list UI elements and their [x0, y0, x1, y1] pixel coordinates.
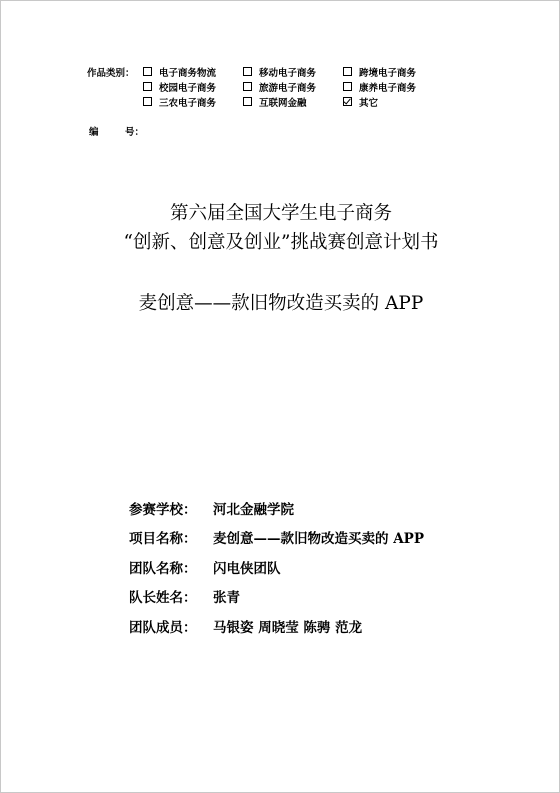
info-row-school [129, 493, 424, 523]
info-value: 马银姿 周晓莹 陈骋 范龙 [213, 619, 363, 636]
serial-label-char2: 号： [125, 127, 145, 138]
serial-label-char1: 编 [89, 127, 99, 138]
checkbox-icon[interactable] [343, 82, 352, 91]
team-info-section [129, 493, 424, 641]
category-option-label: 电子商务物流 [159, 67, 217, 79]
info-row-members [129, 611, 424, 641]
info-value: 河北金融学院 [213, 501, 294, 518]
info-value: 麦创意——款旧物改造买卖的 APP [213, 531, 424, 548]
checkbox-icon[interactable] [143, 67, 152, 76]
checkbox-icon[interactable] [143, 82, 152, 91]
info-row-team-name [129, 552, 424, 582]
category-option-logistics[interactable] [143, 64, 243, 79]
category-option-label: 三农电子商务 [159, 97, 217, 109]
info-value: 张青 [213, 590, 240, 607]
document-title-line1: 第六届全国大学生电子商务 [169, 203, 392, 224]
document-title-line2: “创新、创意及创业”挑战赛创意计划书 [123, 232, 439, 253]
category-option-label: 旅游电子商务 [259, 82, 317, 94]
info-value: 闪电侠团队 [213, 560, 281, 577]
info-row-leader [129, 582, 424, 612]
info-label: 团队名称： [129, 560, 197, 577]
checkbox-icon[interactable] [143, 97, 152, 106]
category-option-healthcare[interactable] [343, 79, 443, 94]
category-label: 作品类别： [87, 68, 135, 79]
serial-number-field [89, 124, 144, 138]
info-label: 队长姓名： [129, 590, 197, 607]
category-options [143, 64, 443, 109]
category-option-fintech[interactable] [243, 94, 343, 109]
category-option-label: 互联网金融 [259, 97, 307, 109]
category-option-label: 校园电子商务 [159, 82, 217, 94]
info-label: 团队成员： [129, 619, 197, 636]
checkbox-icon[interactable] [243, 67, 252, 76]
category-option-campus[interactable] [143, 79, 243, 94]
category-option-crossborder[interactable] [343, 64, 443, 79]
category-option-label: 跨境电子商务 [359, 67, 417, 79]
info-label: 项目名称： [129, 531, 197, 548]
checkbox-checked-icon[interactable] [343, 97, 352, 106]
category-option-label: 移动电子商务 [259, 67, 317, 79]
category-option-label: 其它 [359, 97, 379, 109]
category-option-mobile[interactable] [243, 64, 343, 79]
checkbox-icon[interactable] [343, 67, 352, 76]
info-row-project-name [129, 523, 424, 553]
checkbox-icon[interactable] [243, 97, 252, 106]
checkbox-icon[interactable] [243, 82, 252, 91]
category-option-label: 康养电子商务 [359, 82, 417, 94]
category-option-agriculture[interactable] [143, 94, 243, 109]
category-option-other[interactable] [343, 94, 443, 109]
info-label: 参赛学校： [129, 501, 197, 518]
project-title: 麦创意——款旧物改造买卖的 APP [138, 293, 424, 314]
category-option-tourism[interactable] [243, 79, 343, 94]
